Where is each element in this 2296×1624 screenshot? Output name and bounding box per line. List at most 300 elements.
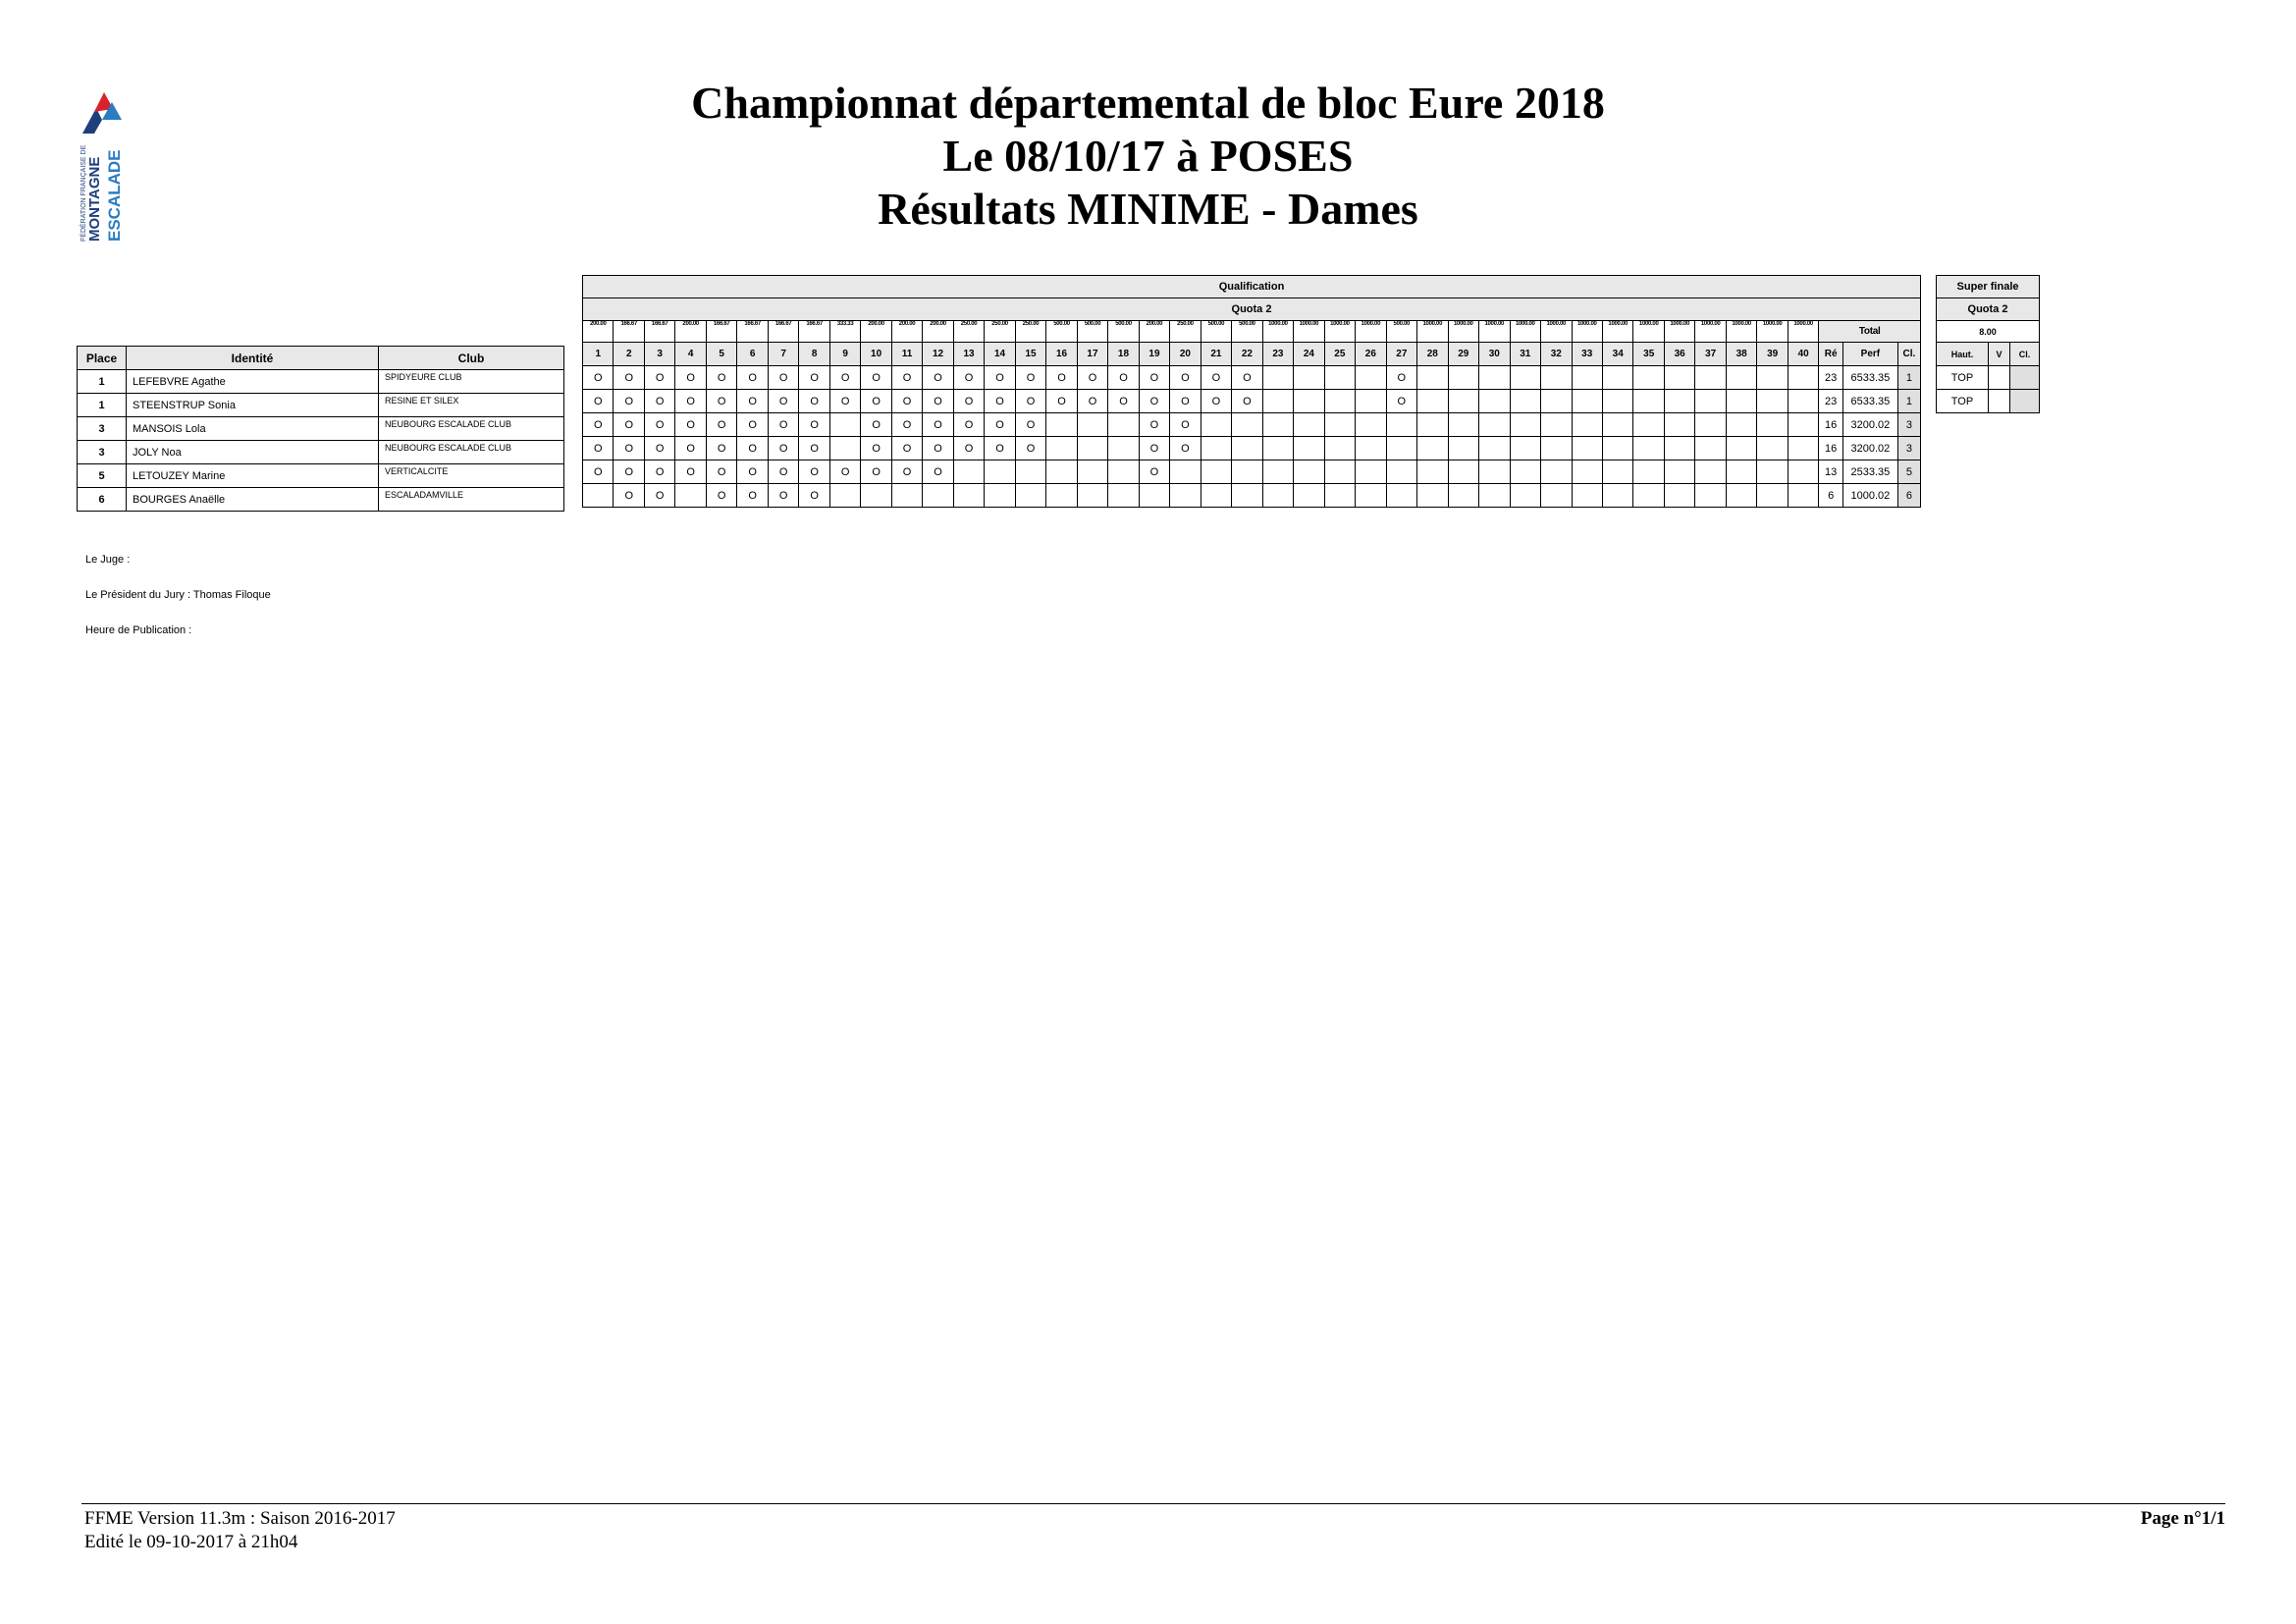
- block-cell: [1232, 460, 1262, 484]
- block-top-mark: O: [706, 366, 736, 390]
- block-points: 200.00: [583, 321, 614, 343]
- block-cell: [1417, 437, 1448, 460]
- block-number: 14: [985, 343, 1015, 366]
- result-re: 16: [1819, 413, 1843, 437]
- block-cell: [1262, 437, 1293, 460]
- block-cell: [1448, 366, 1478, 390]
- superfinale-header-row: [1937, 343, 2040, 366]
- page-header: [0, 77, 2296, 236]
- block-points: 1000.00: [1726, 321, 1756, 343]
- block-number: 40: [1788, 343, 1818, 366]
- block-cell: [1726, 413, 1756, 437]
- block-top-mark: O: [583, 460, 614, 484]
- block-top-mark: O: [675, 390, 706, 413]
- block-points: 1000.00: [1479, 321, 1510, 343]
- block-points-row: [583, 321, 1921, 343]
- block-cell: [1324, 366, 1355, 390]
- block-cell: [1541, 437, 1572, 460]
- block-cell: [1633, 413, 1664, 437]
- qual-row: [583, 413, 1921, 437]
- final-cl: [2010, 390, 2040, 413]
- block-cell: [1077, 460, 1107, 484]
- result-cl: 1: [1897, 366, 1920, 390]
- block-cell: [1510, 437, 1540, 460]
- qual-row: [583, 390, 1921, 413]
- block-cell: [1448, 390, 1478, 413]
- superfinale-quota: Quota 2: [1937, 298, 2040, 321]
- block-cell: [1262, 460, 1293, 484]
- block-cell: [1356, 390, 1386, 413]
- block-points: 250.00: [953, 321, 984, 343]
- qualification-quota: Quota 2: [583, 298, 1921, 321]
- block-points: 1000.00: [1633, 321, 1664, 343]
- block-top-mark: O: [1386, 366, 1416, 390]
- superfinale-label: Super finale: [1937, 276, 2040, 298]
- result-perf: 3200.02: [1842, 413, 1897, 437]
- block-top-mark: O: [1232, 366, 1262, 390]
- block-cell: [1015, 484, 1045, 508]
- block-cell: [1324, 437, 1355, 460]
- block-cell: [1726, 437, 1756, 460]
- block-points: 1000.00: [1262, 321, 1293, 343]
- block-number: 9: [829, 343, 860, 366]
- final-haut: TOP: [1937, 390, 1989, 413]
- block-top-mark: O: [737, 484, 768, 508]
- final-v: [1989, 366, 2010, 390]
- block-cell: [1664, 366, 1694, 390]
- note-heure: Heure de Publication :: [85, 624, 192, 636]
- block-top-mark: O: [675, 366, 706, 390]
- qual-row: [583, 460, 1921, 484]
- block-top-mark: O: [706, 460, 736, 484]
- block-top-mark: O: [953, 437, 984, 460]
- block-points: 166.67: [614, 321, 644, 343]
- block-number: 25: [1324, 343, 1355, 366]
- page-title: Championnat départemental de bloc Eure 2018: [691, 78, 1605, 128]
- block-cell: [1324, 484, 1355, 508]
- block-top-mark: O: [829, 460, 860, 484]
- result-row: [78, 417, 564, 441]
- block-cell: [1294, 413, 1324, 437]
- block-number: 17: [1077, 343, 1107, 366]
- block-points: 1000.00: [1510, 321, 1540, 343]
- result-club: VERTICALCITE: [379, 464, 564, 488]
- block-cell: [1633, 460, 1664, 484]
- block-top-mark: O: [1015, 390, 1045, 413]
- block-cell: [1510, 484, 1540, 508]
- block-top-mark: O: [1108, 366, 1139, 390]
- block-cell: [1726, 484, 1756, 508]
- block-number: 38: [1726, 343, 1756, 366]
- block-number: 28: [1417, 343, 1448, 366]
- block-top-mark: O: [953, 390, 984, 413]
- block-points: 200.00: [861, 321, 891, 343]
- result-club: NEUBOURG ESCALADE CLUB: [379, 441, 564, 464]
- block-cell: [861, 484, 891, 508]
- block-points: 166.67: [737, 321, 768, 343]
- block-cell: [1077, 413, 1107, 437]
- qual-row: [583, 484, 1921, 508]
- block-numbers-row: [583, 343, 1921, 366]
- block-top-mark: O: [861, 390, 891, 413]
- block-number: 10: [861, 343, 891, 366]
- block-cell: [1479, 366, 1510, 390]
- block-cell: [1695, 460, 1726, 484]
- col-identite-header: Identité: [127, 347, 379, 370]
- block-number: 23: [1262, 343, 1293, 366]
- note-president: Le Président du Jury : Thomas Filoque: [85, 589, 271, 601]
- block-cell: [1788, 484, 1818, 508]
- block-cell: [1633, 366, 1664, 390]
- block-cell: [1356, 460, 1386, 484]
- block-top-mark: O: [1015, 437, 1045, 460]
- block-cell: [1294, 437, 1324, 460]
- block-top-mark: O: [1139, 413, 1169, 437]
- block-cell: [1695, 484, 1726, 508]
- superfinale-value-row: [1937, 321, 2040, 343]
- block-number: 32: [1541, 343, 1572, 366]
- block-cell: [1108, 413, 1139, 437]
- block-number: 37: [1695, 343, 1726, 366]
- block-cell: [1417, 366, 1448, 390]
- block-cell: [1572, 484, 1602, 508]
- block-cell: [1541, 366, 1572, 390]
- block-points: 166.67: [799, 321, 829, 343]
- block-cell: [1294, 460, 1324, 484]
- block-cell: [1602, 484, 1632, 508]
- result-perf: 2533.35: [1842, 460, 1897, 484]
- block-points: 166.67: [768, 321, 798, 343]
- block-cell: [1664, 437, 1694, 460]
- block-top-mark: O: [1139, 390, 1169, 413]
- qual-quota-row: [583, 298, 1921, 321]
- block-cell: [1232, 413, 1262, 437]
- col-cl-header: Cl.: [2010, 343, 2040, 366]
- block-top-mark: O: [614, 460, 644, 484]
- block-points: 200.00: [891, 321, 922, 343]
- block-cell: [1602, 413, 1632, 437]
- footer-info: [84, 1507, 396, 1554]
- block-cell: [1262, 484, 1293, 508]
- block-points: 1000.00: [1664, 321, 1694, 343]
- block-cell: [1695, 413, 1726, 437]
- block-top-mark: O: [923, 413, 953, 437]
- block-number: 24: [1294, 343, 1324, 366]
- col-cl-header: Cl.: [1897, 343, 1920, 366]
- result-re: 23: [1819, 366, 1843, 390]
- block-points: 1000.00: [1356, 321, 1386, 343]
- block-top-mark: O: [1170, 413, 1201, 437]
- block-cell: [1417, 460, 1448, 484]
- block-top-mark: O: [799, 484, 829, 508]
- superfinale-table: [1936, 275, 2040, 413]
- logo-line1: FÉDÉRATION FRANÇAISE DE: [80, 144, 87, 242]
- block-number: 27: [1386, 343, 1416, 366]
- result-re: 6: [1819, 484, 1843, 508]
- block-number: 31: [1510, 343, 1540, 366]
- block-number: 8: [799, 343, 829, 366]
- block-cell: [1448, 437, 1478, 460]
- block-top-mark: O: [706, 437, 736, 460]
- block-points: 1000.00: [1602, 321, 1632, 343]
- block-cell: [1046, 460, 1077, 484]
- block-points: 500.00: [1046, 321, 1077, 343]
- block-cell: [1664, 484, 1694, 508]
- block-top-mark: O: [614, 413, 644, 437]
- block-points: 200.00: [675, 321, 706, 343]
- block-cell: [1664, 460, 1694, 484]
- block-top-mark: O: [923, 366, 953, 390]
- block-top-mark: O: [1015, 413, 1045, 437]
- block-number: 5: [706, 343, 736, 366]
- block-cell: [1479, 437, 1510, 460]
- block-points: 250.00: [1170, 321, 1201, 343]
- block-points: 1000.00: [1448, 321, 1478, 343]
- block-cell: [1726, 366, 1756, 390]
- note-juge: Le Juge :: [85, 554, 131, 566]
- block-cell: [1510, 390, 1540, 413]
- block-cell: [1633, 484, 1664, 508]
- result-row: [78, 394, 564, 417]
- superfinale-value: 8.00: [1937, 321, 2040, 343]
- block-cell: [1572, 390, 1602, 413]
- block-top-mark: O: [923, 460, 953, 484]
- qual-label-row: [583, 276, 1921, 298]
- block-points: 500.00: [1386, 321, 1416, 343]
- block-cell: [1046, 413, 1077, 437]
- col-club-header: Club: [379, 347, 564, 370]
- block-cell: [1479, 413, 1510, 437]
- block-number: 36: [1664, 343, 1694, 366]
- block-top-mark: O: [737, 460, 768, 484]
- block-points: 500.00: [1232, 321, 1262, 343]
- block-number: 20: [1170, 343, 1201, 366]
- block-top-mark: O: [985, 366, 1015, 390]
- block-top-mark: O: [1386, 390, 1416, 413]
- block-number: 26: [1356, 343, 1386, 366]
- block-top-mark: O: [614, 390, 644, 413]
- block-top-mark: O: [583, 390, 614, 413]
- block-points: 166.67: [644, 321, 674, 343]
- block-cell: [1788, 366, 1818, 390]
- block-number: 18: [1108, 343, 1139, 366]
- block-cell: [1510, 460, 1540, 484]
- block-cell: [1788, 437, 1818, 460]
- result-club: ESCALADAMVILLE: [379, 488, 564, 512]
- result-row: [78, 370, 564, 394]
- block-top-mark: O: [737, 390, 768, 413]
- block-cell: [1510, 366, 1540, 390]
- result-re: 16: [1819, 437, 1843, 460]
- block-top-mark: O: [583, 366, 614, 390]
- block-top-mark: O: [675, 460, 706, 484]
- block-top-mark: O: [706, 484, 736, 508]
- block-cell: [1757, 484, 1788, 508]
- block-top-mark: O: [861, 460, 891, 484]
- block-cell: [1170, 484, 1201, 508]
- block-cell: [1386, 460, 1416, 484]
- block-cell: [985, 484, 1015, 508]
- block-cell: [1541, 390, 1572, 413]
- block-top-mark: O: [768, 484, 798, 508]
- block-top-mark: O: [923, 437, 953, 460]
- block-points: 1000.00: [1294, 321, 1324, 343]
- superfinale-row: [1937, 390, 2040, 413]
- block-points: 333.33: [829, 321, 860, 343]
- result-re: 13: [1819, 460, 1843, 484]
- block-cell: [891, 484, 922, 508]
- block-top-mark: O: [923, 390, 953, 413]
- result-name: STEENSTRUP Sonia: [127, 394, 379, 417]
- block-cell: [1417, 484, 1448, 508]
- block-cell: [1695, 390, 1726, 413]
- block-cell: [1139, 484, 1169, 508]
- block-cell: [1324, 413, 1355, 437]
- block-top-mark: O: [861, 413, 891, 437]
- result-club: NEUBOURG ESCALADE CLUB: [379, 417, 564, 441]
- result-row: [78, 441, 564, 464]
- result-name: LETOUZEY Marine: [127, 464, 379, 488]
- block-number: 16: [1046, 343, 1077, 366]
- total-label: Total: [1819, 321, 1921, 343]
- block-number: 11: [891, 343, 922, 366]
- block-top-mark: O: [1077, 390, 1107, 413]
- block-cell: [1572, 413, 1602, 437]
- block-top-mark: O: [614, 366, 644, 390]
- block-cell: [1356, 437, 1386, 460]
- block-top-mark: O: [861, 366, 891, 390]
- result-perf: 6533.35: [1842, 366, 1897, 390]
- block-top-mark: O: [737, 413, 768, 437]
- block-cell: [1108, 460, 1139, 484]
- block-number: 3: [644, 343, 674, 366]
- block-cell: [829, 413, 860, 437]
- block-number: 2: [614, 343, 644, 366]
- block-points: 1000.00: [1757, 321, 1788, 343]
- block-top-mark: O: [644, 390, 674, 413]
- result-place: 3: [78, 417, 127, 441]
- block-number: 12: [923, 343, 953, 366]
- block-number: 35: [1633, 343, 1664, 366]
- block-top-mark: O: [1139, 366, 1169, 390]
- block-number: 4: [675, 343, 706, 366]
- footer-divider: [81, 1503, 2225, 1504]
- block-top-mark: O: [1201, 366, 1231, 390]
- block-top-mark: O: [891, 366, 922, 390]
- block-top-mark: O: [706, 413, 736, 437]
- block-top-mark: O: [1232, 390, 1262, 413]
- block-cell: [985, 460, 1015, 484]
- block-top-mark: O: [799, 390, 829, 413]
- ident-table: [77, 346, 564, 512]
- block-number: 19: [1139, 343, 1169, 366]
- block-top-mark: O: [985, 390, 1015, 413]
- block-cell: [953, 484, 984, 508]
- block-cell: [1479, 460, 1510, 484]
- block-cell: [1572, 437, 1602, 460]
- block-points: 500.00: [1108, 321, 1139, 343]
- logo-line2: MONTAGNE: [86, 156, 103, 242]
- block-cell: [1633, 390, 1664, 413]
- qualification-table: [582, 275, 1921, 508]
- block-top-mark: O: [799, 460, 829, 484]
- block-top-mark: O: [861, 437, 891, 460]
- block-top-mark: O: [1077, 366, 1107, 390]
- block-cell: [1417, 390, 1448, 413]
- block-top-mark: O: [706, 390, 736, 413]
- block-top-mark: O: [768, 366, 798, 390]
- block-top-mark: O: [953, 366, 984, 390]
- block-cell: [1602, 437, 1632, 460]
- block-top-mark: O: [614, 484, 644, 508]
- block-cell: [1757, 460, 1788, 484]
- block-top-mark: O: [985, 413, 1015, 437]
- block-cell: [1386, 413, 1416, 437]
- block-cell: [1695, 366, 1726, 390]
- block-number: 33: [1572, 343, 1602, 366]
- result-place: 5: [78, 464, 127, 488]
- qual-row: [583, 437, 1921, 460]
- block-top-mark: O: [644, 366, 674, 390]
- result-row: [78, 488, 564, 512]
- block-cell: [583, 484, 614, 508]
- block-cell: [1541, 413, 1572, 437]
- block-cell: [1201, 437, 1231, 460]
- block-cell: [1726, 390, 1756, 413]
- block-top-mark: O: [675, 413, 706, 437]
- block-top-mark: O: [737, 437, 768, 460]
- block-top-mark: O: [799, 366, 829, 390]
- result-name: MANSOIS Lola: [127, 417, 379, 441]
- superfinale-quota-row: [1937, 298, 2040, 321]
- block-top-mark: O: [644, 460, 674, 484]
- block-cell: [1510, 413, 1540, 437]
- block-number: 15: [1015, 343, 1045, 366]
- final-cl: [2010, 366, 2040, 390]
- block-cell: [1262, 366, 1293, 390]
- block-points: 250.00: [1015, 321, 1045, 343]
- block-cell: [1448, 484, 1478, 508]
- result-name: BOURGES Anaëlle: [127, 488, 379, 512]
- block-cell: [1664, 390, 1694, 413]
- block-number: 6: [737, 343, 768, 366]
- block-top-mark: O: [1139, 437, 1169, 460]
- superfinale-row: [1937, 366, 2040, 390]
- block-cell: [1757, 413, 1788, 437]
- block-cell: [1602, 366, 1632, 390]
- block-cell: [1262, 413, 1293, 437]
- block-cell: [1108, 484, 1139, 508]
- block-top-mark: O: [1015, 366, 1045, 390]
- block-top-mark: O: [583, 413, 614, 437]
- block-cell: [1572, 460, 1602, 484]
- block-points: 1000.00: [1572, 321, 1602, 343]
- block-cell: [1077, 437, 1107, 460]
- block-top-mark: O: [644, 413, 674, 437]
- block-top-mark: O: [1139, 460, 1169, 484]
- block-cell: [1262, 390, 1293, 413]
- block-points: 1000.00: [1417, 321, 1448, 343]
- block-cell: [1170, 460, 1201, 484]
- block-top-mark: O: [891, 437, 922, 460]
- block-cell: [1602, 390, 1632, 413]
- block-cell: [1726, 460, 1756, 484]
- block-points: 166.67: [706, 321, 736, 343]
- block-cell: [1788, 413, 1818, 437]
- ident-header-row: [78, 347, 564, 370]
- block-cell: [1695, 437, 1726, 460]
- result-place: 1: [78, 370, 127, 394]
